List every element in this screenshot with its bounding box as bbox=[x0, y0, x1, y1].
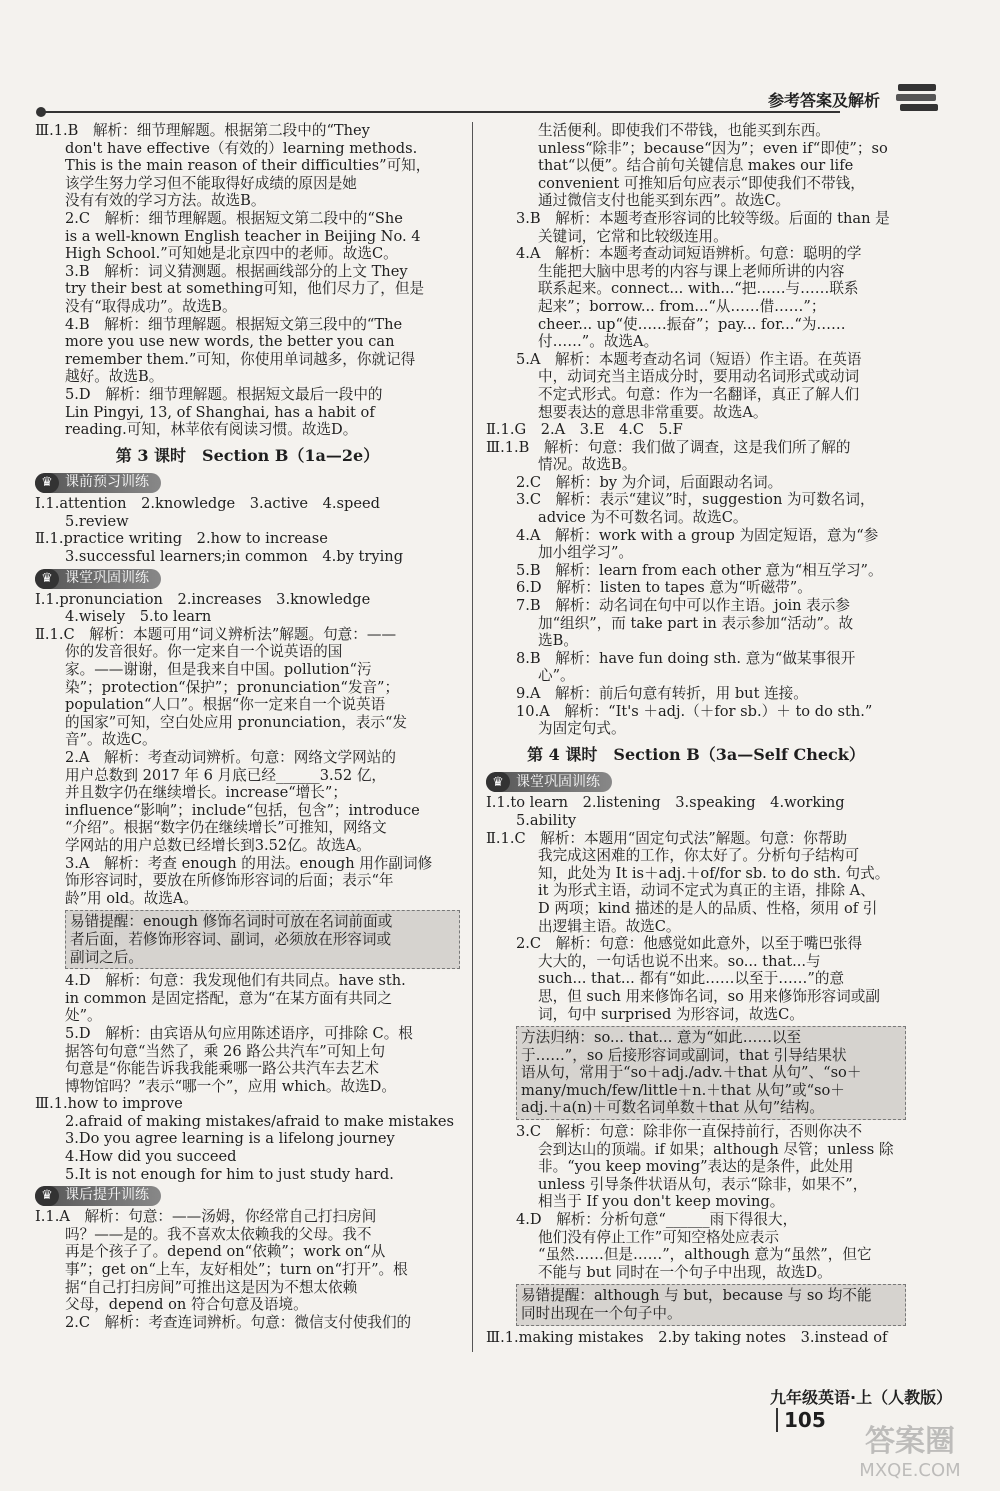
book-stack-icon bbox=[894, 80, 940, 116]
footer-grade: 九年级英语·上（人教版） bbox=[770, 1388, 953, 1407]
answer-line: “介绍”。根据“数字仍在继续增长”可推知，网络文 bbox=[65, 819, 387, 837]
answer-line: 加“组织”，而 take part in 表示参加“活动”。故 bbox=[538, 614, 854, 632]
answer-line: reading.可知，林苹依有阅读习惯。故选D。 bbox=[65, 421, 358, 439]
answer-line: 非。“you keep moving”表达的是条件，此处用 bbox=[538, 1158, 854, 1176]
banner-label: 课堂巩固训练 bbox=[516, 773, 600, 790]
answer-line: in common 是固定搭配，意为“在某方面有共同之 bbox=[65, 989, 393, 1007]
answer-line: that“以便”。结合前句关键信息 makes our life bbox=[538, 157, 854, 175]
banner-label: 课堂巩固训练 bbox=[65, 569, 149, 586]
answer-line: more you use new words, the better you can bbox=[65, 333, 395, 351]
answer-line: 龄”用 old。故选A。 bbox=[65, 889, 198, 907]
answer-line: 5.A 解析：本题考查动名词（短语）作主语。在英语 bbox=[516, 350, 862, 368]
answer-line: 3.C 解析：表示“建议”时，suggestion 为可数名词， bbox=[516, 491, 875, 509]
right-column bbox=[486, 122, 906, 1346]
answer-line: 的国家”可知，空白处应用 pronunciation，表示“发 bbox=[65, 713, 408, 731]
answer-line: unless“除非”；because“因为”；even if“即使”；so bbox=[538, 139, 888, 157]
answer-line: This is the main reason of their difficulties”可知， bbox=[65, 157, 431, 175]
answer-line: 并且数字仍在继续增长。increase“增长”； bbox=[65, 784, 347, 802]
answer-line: 没有“取得成功”。故选B。 bbox=[65, 297, 237, 315]
section-banner bbox=[35, 1186, 161, 1206]
answer-line: 5.It is not enough for him to just study hard. bbox=[65, 1165, 394, 1183]
answer-line: don't have effective（有效的）learning methods. bbox=[65, 139, 418, 157]
page-number: 105 bbox=[776, 1408, 826, 1432]
answer-line: 起来”；borrow... from...“从……借……”； bbox=[538, 297, 826, 315]
answer-line: convenient 可推知后句应表示“即使我们不带钱， bbox=[538, 174, 865, 192]
answer-line: 音”。故选C。 bbox=[65, 731, 157, 749]
answer-line: 相当于 If you don't keep moving。 bbox=[538, 1193, 785, 1211]
answer-line: 该学生努力学习但不能取得好成绩的原因是她 bbox=[65, 174, 357, 192]
answer-line: 加小组学习”。 bbox=[538, 544, 634, 562]
answer-line: 思，但 such 用来修饰名词，so 用来修饰形容词或副 bbox=[538, 987, 880, 1005]
answer-line: advice 为不可数名词。故选C。 bbox=[538, 509, 748, 527]
answer-line: 没有有效的学习方法。故选B。 bbox=[65, 192, 266, 210]
answer-line: try their best at something可知，他们尽力了，但是 bbox=[65, 280, 425, 298]
answer-line: “虽然……但是……”，although 意为“虽然”，但它 bbox=[538, 1246, 872, 1264]
answer-line: 大大的，一句话也说不出来。so... that...与 bbox=[538, 952, 821, 970]
left-column bbox=[35, 122, 460, 1331]
answer-line: unless 引导条件状语从句，表示“除非，如果不”， bbox=[538, 1175, 868, 1193]
tip-text: 方法归纳：so... that... 意为“如此……以至 于……”，so 后接形容词或副词，that 引导结果状 语从句，常用于“so＋adj./adv.＋that 从句”、“so＋ many/much/few/little＋n.＋that 从句”或“so＋ adj.＋a(n)＋可数名词单数＋that 从句”结构。 bbox=[521, 1029, 862, 1117]
answer-line: 2.A 解析：考查动词辨析。句意：网络文学网站的 bbox=[65, 749, 396, 766]
answer-line: 生活便利。即使我们不带钱，也能买到东西。 bbox=[538, 122, 830, 139]
answer-line: 8.B 解析：have fun doing sth. 意为“做某事很开 bbox=[516, 649, 856, 667]
answer-line: 句意是“你能告诉我我能乘哪一路公共汽车去艺术 bbox=[65, 1060, 379, 1078]
answer-line: 父母，depend on 符合句意及语境。 bbox=[65, 1296, 308, 1314]
answer-line: 5.D 解析：细节理解题。根据短文最后一段中的 bbox=[65, 385, 383, 403]
answer-line: 你的发音很好。你一定来自一个说英语的国 bbox=[65, 643, 343, 661]
answer-line: cheer... up“使……振奋”；pay... for...“为…… bbox=[538, 315, 846, 333]
answer-line: 3.C 解析：句意：除非你一直保持前行，否则你决不 bbox=[516, 1123, 863, 1141]
answer-line: 3.A 解析：考查 enough 的用法。enough 用作副词修 bbox=[65, 854, 433, 872]
watermark-line2: MXQE.COM bbox=[859, 1460, 961, 1481]
answer-line: 越好。故选B。 bbox=[65, 368, 164, 386]
banner-label: 课前预习训练 bbox=[65, 474, 149, 491]
section-banner bbox=[35, 473, 161, 493]
answer-line: Lin Pingyi, 13, of Shanghai, has a habit of bbox=[65, 403, 375, 421]
answer-line: Ⅰ.1.to learn 2.listening 3.speaking 4.working bbox=[486, 794, 845, 812]
answer-line: 博物馆吗？”表示“哪一个”，应用 which。故选D。 bbox=[65, 1077, 396, 1095]
page-header bbox=[40, 80, 940, 116]
answer-line: 为固定句式。 bbox=[538, 720, 626, 738]
answer-line: 7.B 解析：动名词在句中可以作主语。join 表示参 bbox=[516, 597, 850, 615]
answer-line: 2.C 解析：句意：他感觉如此意外，以至于嘴巴张得 bbox=[516, 935, 863, 953]
answer-line: D 两项；kind 描述的是人的品质、性格，须用 of 引 bbox=[538, 899, 878, 917]
answer-line: 关键词，它常和比较级连用。 bbox=[538, 227, 728, 245]
answer-line: 会到达山的顶端。if 如果；although 尽管；unless 除 bbox=[538, 1140, 894, 1158]
answer-line: 不能与 but 同时在一个句子中出现，故选D。 bbox=[538, 1263, 832, 1281]
answer-line: Ⅰ.1.pronunciation 2.increases 3.knowledge bbox=[35, 590, 371, 608]
answer-line: 2.C 解析：by 为介词，后面跟动名词。 bbox=[516, 473, 783, 491]
header-title: 参考答案及解析 bbox=[767, 91, 880, 110]
answer-line: 词，句中 surprised 为形容词，故选C。 bbox=[538, 1005, 804, 1023]
answer-line: 通过微信支付也能买到东西”。故选C。 bbox=[538, 192, 791, 210]
answer-line: 6.D 解析：listen to tapes 意为“听磁带”。 bbox=[516, 579, 812, 597]
answer-line: 4.How did you succeed bbox=[65, 1148, 237, 1166]
answer-line: 付……”。故选A。 bbox=[538, 333, 659, 351]
answer-line: 我完成这困难的工作，你太好了。分析句子结构可 bbox=[538, 847, 860, 865]
answer-line: Ⅰ.1.attention 2.knowledge 3.active 4.speed bbox=[35, 495, 380, 513]
answer-line: High School.”可知她是北京四中的老师。故选C。 bbox=[65, 245, 398, 263]
answer-line: 4.B 解析：细节理解题。根据短文第三段中的“The bbox=[65, 315, 403, 333]
answer-line: Ⅲ.1.making mistakes 2.by taking notes 3.instead of bbox=[486, 1328, 888, 1346]
crown-icon: ♛ bbox=[35, 569, 59, 589]
answer-line: 用户总数到 2017 年 6 月底已经______3.52 亿， bbox=[65, 766, 387, 784]
section-banner bbox=[486, 772, 612, 792]
tip-box bbox=[516, 1284, 906, 1325]
watermark-line1: 答案圈 bbox=[865, 1424, 955, 1459]
answer-line: 10.A 解析：“It's ＋adj.（＋for sb.）＋ to do sth.” bbox=[516, 702, 873, 720]
answer-line: 知，此处为 It is＋adj.＋of/for sb. to do sth. 句式。 bbox=[538, 864, 890, 882]
answer-line: 3.Do you agree learning is a lifelong journey bbox=[65, 1130, 395, 1148]
answer-line: 联系起来。connect... with...“把……与……联系 bbox=[538, 280, 859, 298]
answer-line: 4.wisely 5.to learn bbox=[65, 608, 212, 626]
answer-line: 饰形容词时，要放在所修饰形容词的后面；表示“年 bbox=[65, 872, 394, 890]
answer-line: 3.successful learners;in common 4.by trying bbox=[65, 548, 404, 566]
answer-line: 再是个孩子了。depend on“依赖”；work on“从 bbox=[65, 1243, 386, 1261]
answer-line: Ⅱ.1.C 解析：本题用“固定句式法”解题。句意：你帮助 bbox=[486, 829, 848, 847]
tip-text: 易错提醒：enough 修饰名词时可放在名词前面或 者后面，若修饰形容词、副词，必须放在形容词或 副词之后。 bbox=[70, 913, 393, 966]
answer-line: 2.afraid of making mistakes/afraid to make mistakes bbox=[65, 1112, 454, 1130]
answer-line: 学网站的用户总数已经增长到3.52亿。故选A。 bbox=[65, 836, 371, 854]
answer-line: Ⅱ.1.G 2.A 3.E 4.C 5.F bbox=[486, 421, 683, 439]
answer-line: influence“影响”；include“包括，包含”；introduce bbox=[65, 801, 420, 819]
watermark-logo bbox=[840, 1416, 980, 1486]
answer-line: 4.A 解析：work with a group 为固定短语，意为“参 bbox=[516, 526, 879, 544]
crown-icon: ♛ bbox=[35, 1186, 59, 1206]
answer-line: 处”。 bbox=[65, 1007, 102, 1025]
answer-line: 他们没有停止工作”可知空格处应表示 bbox=[538, 1228, 779, 1246]
answer-line: 据“自己打扫房间”可推出这是因为不想太依赖 bbox=[65, 1278, 358, 1296]
answer-line: it 为形式主语，动词不定式为真正的主语，排除 A、 bbox=[538, 882, 875, 900]
answer-line: population“人口”。根据“你一定来自一个说英语 bbox=[65, 696, 386, 714]
answer-line: remember them.”可知，你使用单词越多，你就记得 bbox=[65, 350, 416, 368]
answer-line: 2.C 解析：考查连词辨析。句意：微信支付使我们的 bbox=[65, 1313, 412, 1331]
crown-icon: ♛ bbox=[35, 473, 59, 493]
answer-line: 5.D 解析：由宾语从句应用陈述语序，可排除 C。根 bbox=[65, 1024, 413, 1042]
answer-line: 据答句句意“当然了，乘 26 路公共汽车”可知上句 bbox=[65, 1042, 386, 1060]
section-banner bbox=[35, 569, 161, 589]
lesson-heading: 第 4 课时 Section B（3a—Self Check） bbox=[527, 745, 865, 764]
answer-line: 中，动词充当主语成分时，要用动名词形式或动词 bbox=[538, 368, 860, 386]
answer-line: 5.ability bbox=[516, 811, 577, 829]
lesson-heading: 第 3 课时 Section B（1a—2e） bbox=[115, 446, 380, 465]
answer-line: 想要表达的意思非常重要。故选A。 bbox=[538, 403, 768, 421]
crown-icon: ♛ bbox=[486, 772, 510, 792]
answer-line: 生能把大脑中思考的内容与课上老师所讲的内容 bbox=[538, 262, 845, 280]
column-divider bbox=[472, 122, 473, 1352]
banner-label: 课后提升训练 bbox=[65, 1187, 149, 1204]
answer-line: 事”；get on“上车，友好相处”；turn on“打开”。根 bbox=[65, 1261, 408, 1279]
answer-line: Ⅱ.1.practice writing 2.how to increase bbox=[35, 530, 328, 548]
answer-line: 心”。 bbox=[538, 667, 575, 685]
tip-box bbox=[65, 910, 460, 969]
answer-line: 5.review bbox=[65, 512, 129, 530]
answer-line: 4.D 解析：分析句意“______雨下得很大， bbox=[516, 1211, 798, 1229]
answer-line: 染”；protection“保护”；pronunciation“发音”； bbox=[65, 678, 400, 696]
tip-text: 易错提醒：although 与 but，because 与 so 均不能 同时出现在一个句子中。 bbox=[521, 1287, 872, 1322]
answer-line: 9.A 解析：前后句意有转折，用 but 连接。 bbox=[516, 685, 808, 702]
answer-line: Ⅰ.1.A 解析：句意：——汤姆，你经常自己打扫房间 bbox=[35, 1208, 377, 1226]
answer-line: 选B。 bbox=[538, 632, 578, 650]
answer-line: 4.D 解析：句意：我发现他们有共同点。have sth. bbox=[65, 972, 406, 990]
answer-line: 吗？——是的。我不喜欢太依赖我的父母。我不 bbox=[65, 1225, 372, 1243]
tip-box bbox=[516, 1026, 906, 1120]
answer-line: Ⅲ.1.B 解析：句意：我们做了调查，这是我们所了解的 bbox=[486, 438, 851, 456]
answer-line: Ⅲ.1.how to improve bbox=[35, 1095, 183, 1113]
answer-line: Ⅱ.1.C 解析：本题可用“词义辨析法”解题。句意：—— bbox=[35, 625, 397, 643]
answer-line: 3.B 解析：词义猜测题。根据画线部分的上文 They bbox=[65, 262, 408, 280]
answer-line: 2.C 解析：细节理解题。根据短文第二段中的“She bbox=[65, 209, 403, 227]
answer-line: 出逻辑主语。故选C。 bbox=[538, 917, 681, 935]
answer-line: Ⅲ.1.B 解析：细节理解题。根据第二段中的“They bbox=[35, 122, 370, 139]
header-rule bbox=[40, 111, 840, 113]
answer-line: 不定式形式。句意：作为一名翻译，真正了解人们 bbox=[538, 385, 860, 403]
answer-line: such... that... 都有“如此……以至于……”的意 bbox=[538, 970, 845, 988]
answer-line: 5.B 解析：learn from each other 意为“相互学习”。 bbox=[516, 561, 883, 579]
answer-line: 情况。故选B。 bbox=[538, 456, 637, 474]
answer-line: 4.A 解析：本题考查动词短语辨析。句意：聪明的学 bbox=[516, 245, 862, 263]
answer-line: is a well-known English teacher in Beijing No. 4 bbox=[65, 227, 421, 245]
answer-line: 3.B 解析：本题考查形容词的比较等级。后面的 than 是 bbox=[516, 209, 890, 227]
answer-line: 家。——谢谢，但是我来自中国。pollution“污 bbox=[65, 661, 372, 679]
